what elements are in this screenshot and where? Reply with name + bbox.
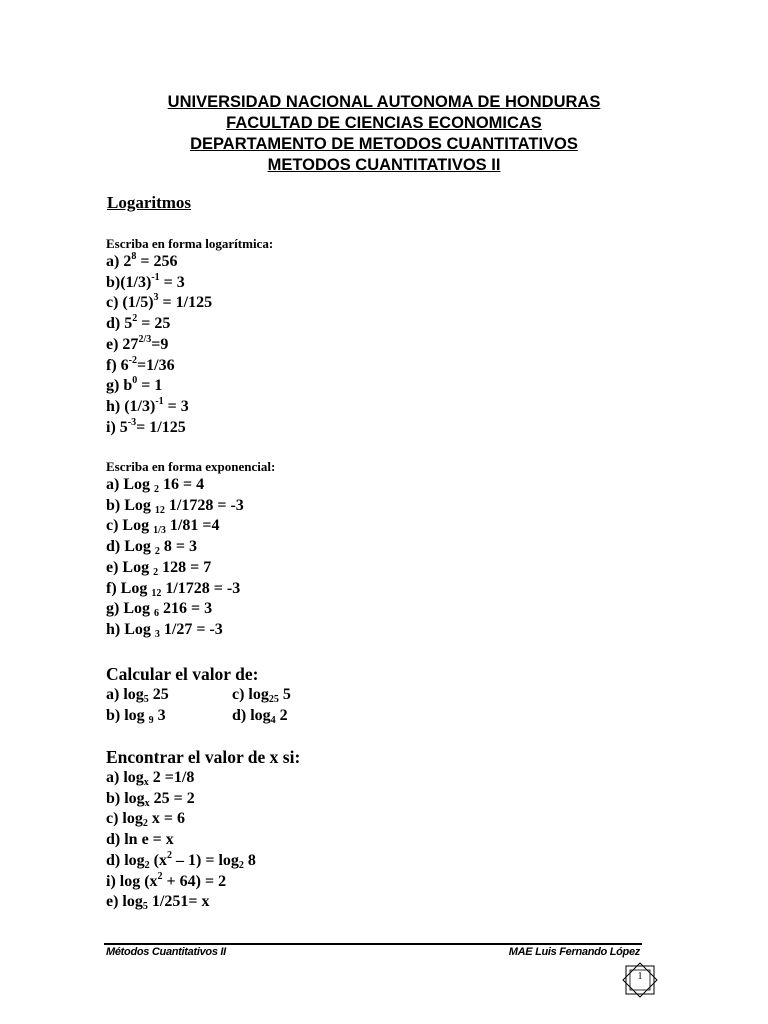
logarithmic-exercise-1: $b)(1/3)^{-1} = 3$ <box>106 271 185 291</box>
logarithmic-exercise-3: d) $5^2 = 25$ <box>106 313 171 333</box>
exercise-list-4 <box>106 768 300 913</box>
find-x-exercise-2: c) $\log_2 x = 6$ <box>106 810 185 830</box>
faculty-name: FACULTAD DE CIENCIAS ECONOMICAS <box>226 114 542 132</box>
logarithmic-form-section <box>106 236 273 438</box>
course-name: METODOS CUANTITATIVOS II <box>267 156 501 174</box>
exponential-exercise-1: b) Log $_{12}$ 1/1728 = -3 <box>106 496 244 516</box>
exponential-exercise-2: c) Log $_{1/3}$ 1/81 =4 <box>106 517 220 537</box>
exponential-form-section <box>106 459 275 641</box>
calculate-value-section <box>106 663 291 726</box>
find-x-exercise-0: a) $\log_x 2 =1/8$ <box>106 769 195 788</box>
find-x-heading: Encontrar el valor de x si: <box>106 747 301 767</box>
exponential-exercise-3: d) Log $_2$ 8 = 3 <box>106 538 198 558</box>
find-x-exercise-4: d) $\log_2 (x^2 - 1) = \log_2 8$ <box>106 849 256 871</box>
find-x-exercise-3: d) ln e = x <box>106 831 174 849</box>
section-title: Logaritmos <box>107 193 192 212</box>
page-number: 1 <box>637 971 643 982</box>
footer-author: MAE Luis Fernando López <box>508 946 640 958</box>
calc-item-c: c) $\log_{25} 5$ <box>232 686 291 705</box>
calculate-heading: Calcular el valor de: <box>106 664 259 684</box>
exponential-exercise-4: e) Log $_2$ 128 = 7 <box>106 558 212 578</box>
find-x-exercise-5: i) $\log (x^2 + 64) = 2$ <box>106 870 227 890</box>
logarithmic-exercise-0: a) $2^8 = 256$ <box>106 251 178 270</box>
exponential-exercise-0: a) Log $_2$ 16 = 4 <box>106 476 205 495</box>
exercise-list-1 <box>106 252 273 438</box>
logarithmic-exercise-6: g) $b^0 = 1$ <box>106 375 163 395</box>
exponential-exercise-6: g) Log $_6$ 216 = 3 <box>106 600 213 620</box>
instruction-exponential: Escriba en forma exponencial: <box>106 459 276 474</box>
footer-course: Métodos Cuantitativos II <box>106 946 226 958</box>
find-x-exercise-6: e) $\log_5 1/251= x$ <box>106 893 210 913</box>
exponential-exercise-5: f) Log $_{12}$ 1/1728 = -3 <box>106 579 241 599</box>
logarithmic-exercise-4: e) $27^{2/3}=9$ <box>106 333 169 353</box>
calc-row-2 <box>106 706 291 727</box>
logarithmic-exercise-8: i) $5^{-3}= 1/125$ <box>106 416 186 436</box>
find-x-exercise-1: b) $\log_x 25 = 2$ <box>106 789 195 809</box>
footer-rule <box>104 943 642 945</box>
instruction-logarithmic: Escriba en forma logarítmica: <box>106 236 274 251</box>
exercise-list-2 <box>106 475 275 641</box>
document-header <box>0 92 768 176</box>
university-name: UNIVERSIDAD NACIONAL AUTONOMA DE HONDURAS <box>167 93 601 111</box>
logarithmic-exercise-5: f) $6^{-2}=1/36$ <box>106 354 175 374</box>
logarithmic-exercise-2: c) $(1/5)^3 = 1/125$ <box>106 292 213 312</box>
department-name: DEPARTAMENTO DE METODOS CUANTITATIVOS <box>190 135 578 153</box>
find-x-section <box>106 746 300 913</box>
logarithmic-exercise-7: h) $(1/3)^{-1} = 3$ <box>106 395 189 415</box>
calc-item-b: b) log $_9$ 3 <box>106 706 166 726</box>
exponential-exercise-7: h) Log $_3$ 1/27 = -3 <box>106 620 223 640</box>
calc-row-1 <box>106 685 291 706</box>
calc-item-a: a) $\log_5 25$ <box>106 686 169 705</box>
calc-item-d: d) $\log_4 2$ <box>232 706 288 726</box>
